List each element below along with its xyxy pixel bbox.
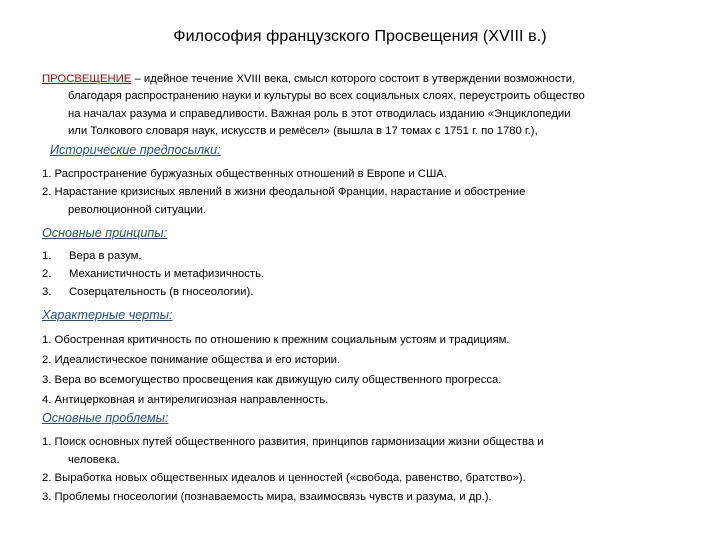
slide-title: Философия французского Просвещения (XVIII в.) xyxy=(173,28,547,45)
intro-line-1: – идейное течение XVIII века, смысл которого состоит в утверждении возможности, xyxy=(131,73,576,85)
features-list xyxy=(42,330,692,410)
list-item: 3. Проблемы гносеологии (познаваемость мира, взаимосвязь чувств и разума, и др.). xyxy=(42,490,492,503)
problems-list xyxy=(42,433,692,506)
features-heading: Характерные черты: xyxy=(42,308,173,322)
prerequisites-heading: Исторические предпосылки: xyxy=(50,143,221,157)
intro-line-2: благодаря распространению науки и культуры во всех социальных слоях, переустроить общество xyxy=(68,90,585,103)
list-item: 3. Вера во всемогущество просвещения как движущую силу общественного прогресса. xyxy=(42,374,502,386)
problems-heading: Основные проблемы: xyxy=(42,411,169,425)
list-item: 1. Обостренная критичность по отношению к прежним социальным устоям и традициям. xyxy=(42,334,510,346)
intro-line-4: или Толкового словаря наук, искусств и ремёсел» (вышла в 17 томах с 1751 г. по 1780 г.), xyxy=(68,125,538,138)
intro-line-3: на началах разума и справедливости. Важная роль в этот отводилась изданию «Энциклопедии xyxy=(68,107,571,120)
list-item: 2. Механистичность и метафизичность. xyxy=(42,268,265,281)
list-item: 4. Антицерковная и антирелигиозная направленность. xyxy=(42,394,329,406)
list-item: 2. Выработка новых общественных идеалов и ценностей («свобода, равенство, братство»). xyxy=(42,472,526,485)
intro-paragraph xyxy=(42,71,682,141)
list-item: 1. Вера в разум. xyxy=(42,250,142,262)
principles-list xyxy=(42,247,692,302)
principles-heading: Основные принципы: xyxy=(42,226,168,240)
list-item: 2. Нарастание кризисных явлений в жизни феодальной Франции, нарастание и обострение революционной ситуации. xyxy=(42,186,526,217)
list-item: 1. Поиск основных путей общественного развития, принципов гармонизации жизни общества и человека. xyxy=(42,436,544,467)
intro-term: ПРОСВЕЩЕНИЕ xyxy=(42,73,132,85)
list-item: 2. Идеалистическое понимание общества и его истории. xyxy=(42,354,341,366)
list-item: 1. Распространение буржуазных общественных отношений в Европе и США. xyxy=(42,168,447,180)
list-item: 3. Созерцательность (в гносеологии). xyxy=(42,286,254,299)
prerequisites-list xyxy=(42,165,692,220)
